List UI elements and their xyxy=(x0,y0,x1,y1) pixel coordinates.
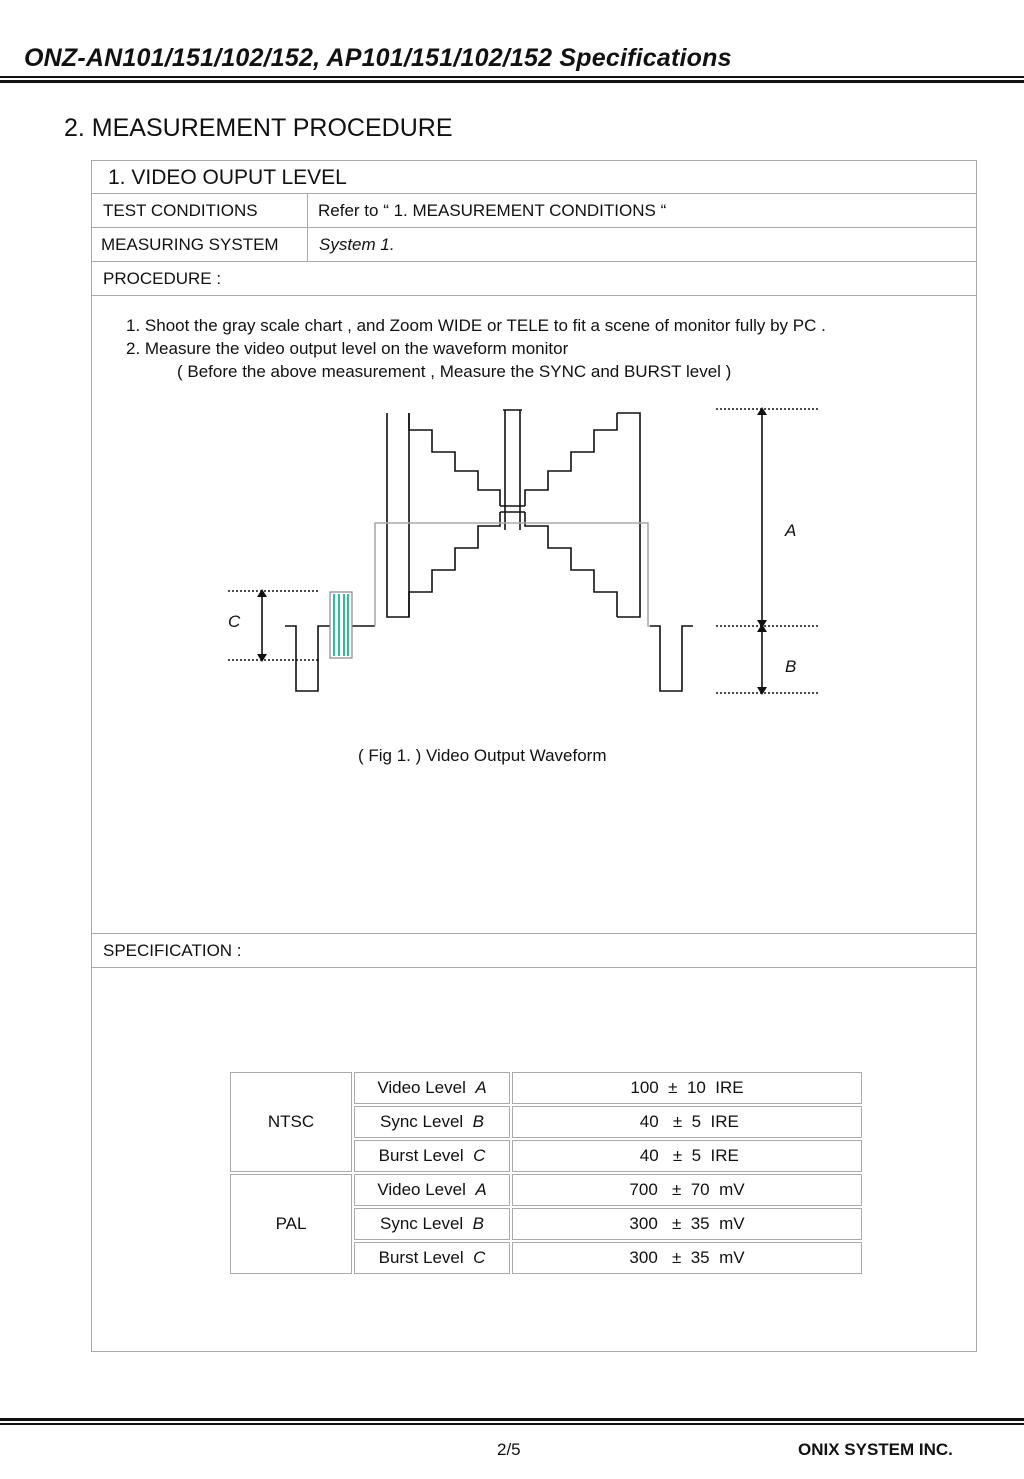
spec-value: 40 ± 5 IRE xyxy=(512,1140,862,1172)
staircase-left-rise xyxy=(409,512,500,617)
spec-item: Video Level A xyxy=(354,1072,510,1104)
spec-value: 40 ± 5 IRE xyxy=(512,1106,862,1138)
spec-value: 700 ± 70 mV xyxy=(512,1174,862,1206)
company-name: ONIX SYSTEM INC. xyxy=(798,1440,953,1459)
footer-rule-thin xyxy=(0,1423,1024,1425)
test-conditions-label: TEST CONDITIONS xyxy=(103,201,258,220)
table-row xyxy=(230,1072,862,1104)
burst-packet xyxy=(330,592,352,658)
system-pal: PAL xyxy=(230,1174,352,1274)
procedure-label: PROCEDURE : xyxy=(103,269,222,288)
label-a: A xyxy=(785,521,797,540)
procedure-step: 1. Shoot the gray scale chart , and Zoom WIDE or TELE to fit a scene of monitor fully by PC . xyxy=(126,316,826,335)
document-title: ONZ-AN101/151/102/152, AP101/151/102/152 Specifications xyxy=(24,44,732,72)
frame-divider xyxy=(91,933,977,934)
measuring-system-label: MEASURING SYSTEM xyxy=(101,235,279,254)
spec-value: 300 ± 35 mV xyxy=(512,1242,862,1274)
procedure-title: 1. VIDEO OUPUT LEVEL xyxy=(108,166,347,189)
spec-item: Sync Level B xyxy=(354,1106,510,1138)
staircase-right-descend xyxy=(525,413,617,506)
spec-item: Burst Level C xyxy=(354,1140,510,1172)
test-conditions-value: Refer to “ 1. MEASUREMENT CONDITIONS “ xyxy=(318,201,667,220)
staircase-left-descend xyxy=(409,413,500,506)
staircase-left-top xyxy=(387,413,409,617)
procedure-step: 2. Measure the video output level on the waveform monitor xyxy=(126,339,569,358)
staircase-right-rise xyxy=(525,512,617,617)
figure-caption: ( Fig 1. ) Video Output Waveform xyxy=(358,746,607,765)
reference-level-box xyxy=(375,523,650,626)
spec-item: Sync Level B xyxy=(354,1208,510,1240)
system-ntsc: NTSC xyxy=(230,1072,352,1172)
procedure-step-note: ( Before the above measurement , Measure the SYNC and BURST level ) xyxy=(177,362,732,381)
spec-value: 300 ± 35 mV xyxy=(512,1208,862,1240)
frame-divider xyxy=(91,967,977,968)
label-c: C xyxy=(228,612,241,631)
specification-label: SPECIFICATION : xyxy=(103,941,242,960)
specification-table xyxy=(228,1070,864,1276)
sync-pulse-left xyxy=(285,626,330,691)
spec-item: Burst Level C xyxy=(354,1242,510,1274)
page-number: 2/5 xyxy=(497,1440,521,1459)
table-row xyxy=(230,1174,862,1206)
spec-item: Video Level A xyxy=(354,1174,510,1206)
sync-pulse-right xyxy=(650,626,693,691)
label-b: B xyxy=(785,657,797,676)
measuring-system-value: System 1. xyxy=(319,235,395,254)
section-heading: 2. MEASUREMENT PROCEDURE xyxy=(64,114,453,142)
footer-rule-thick xyxy=(0,1418,1024,1421)
staircase-right-top xyxy=(617,413,640,617)
spec-value: 100 ± 10 IRE xyxy=(512,1072,862,1104)
